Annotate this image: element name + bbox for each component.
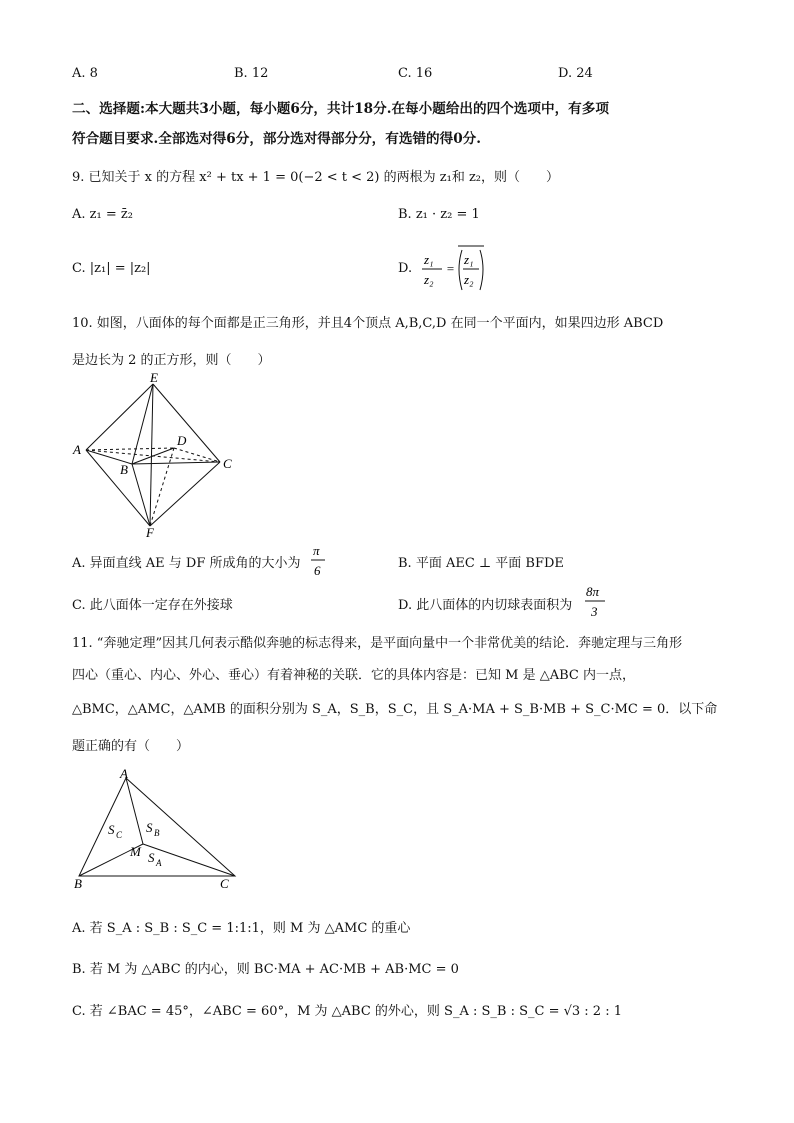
q10-option-b: B. 平面 AEC ⊥ 平面 BFDE xyxy=(398,556,564,571)
q9-stem: 9. 已知关于 x 的方程 x² + tx + 1 = 0(−2 < t < 2) 的两根为 z₁和 z₂，则（ ） xyxy=(72,170,560,185)
q8-option-b: B. 12 xyxy=(234,66,269,81)
benz-triangle-figure xyxy=(70,766,250,892)
label-e: E xyxy=(150,372,158,385)
q11-option-c: C. 若 ∠BAC = 45°，∠ABC = 60°，M 为 △ABC 的外心，则 S_A : S_B : S_C = √3 : 2 : 1 xyxy=(72,1004,622,1019)
q9-option-c: C. |z₁| = |z₂| xyxy=(72,261,151,276)
d-eq: = xyxy=(446,261,455,276)
svg-text:B: B xyxy=(154,828,160,838)
svg-text:8π: 8π xyxy=(586,584,600,599)
q9-option-d-formula xyxy=(416,242,488,296)
q8-option-c: C. 16 xyxy=(398,66,433,81)
q8-option-d: D. 24 xyxy=(558,66,593,81)
q11-stem-line4: 题正确的有（ ） xyxy=(72,739,190,754)
q11-option-a: A. 若 S_A : S_B : S_C = 1:1:1，则 M 为 △AMC 的重心 xyxy=(72,921,411,936)
label-b: B xyxy=(120,462,128,477)
q11-option-b: B. 若 M 为 △ABC 的内心，则 BC·MA + AC·MB + AB·MC = 0 xyxy=(72,962,459,977)
q11-stem-line2: 四心（重心、内心、外心、垂心）有着神秘的关联．它的具体内容是：已知 M 是 △ABC 内一点， xyxy=(72,668,635,683)
q11-stem-line3: △BMC，△AMC，△AMB 的面积分别为 S_A，S_B，S_C，且 S_A·MA + S_B·MB + S_C·MC = 0．以下命 xyxy=(72,702,718,717)
q10-option-d-fraction xyxy=(583,581,609,621)
q10-option-d: D. 此八面体的内切球表面积为 xyxy=(398,598,573,613)
q9-option-d-label: D. xyxy=(398,261,413,276)
d-rnum: z₁ xyxy=(464,252,474,267)
label-a: A xyxy=(120,766,128,781)
label-c: C xyxy=(220,876,229,891)
q10-option-a-fraction xyxy=(309,540,329,580)
q11-stem-line1: 11. “奔驰定理”因其几何表示酷似奔驰的标志得来，是平面向量中一个非常优美的结论．奔驰定理与三角形 xyxy=(72,636,683,651)
q10-option-c: C. 此八面体一定存在外接球 xyxy=(72,598,233,613)
octahedron-figure xyxy=(70,372,250,538)
label-sb: S xyxy=(146,820,153,835)
q10-stem-line1: 10. 如图，八面体的每个面都是正三角形，并且4个顶点 A,B,C,D 在同一个平面内，如果四边形 ABCD xyxy=(72,316,664,331)
d-den: z₂ xyxy=(424,272,434,287)
label-c: C xyxy=(223,456,232,471)
label-d: D xyxy=(177,433,187,448)
section-heading-line1: 二、选择题:本大题共3小题，每小题6分，共计18分.在每小题给出的四个选项中，有多项 xyxy=(72,101,609,117)
svg-text:A: A xyxy=(156,858,162,868)
label-sa: S xyxy=(148,850,155,865)
label-m: M xyxy=(130,844,141,859)
svg-text:6: 6 xyxy=(314,563,321,578)
d-rden: z₂ xyxy=(464,272,474,287)
q9-option-a: A. z₁ = z̄₂ xyxy=(72,207,133,222)
q10-stem-line2: 是边长为 2 的正方形，则（ ） xyxy=(72,353,271,368)
svg-text:C: C xyxy=(116,830,123,840)
label-sc: S xyxy=(108,822,115,837)
label-b: B xyxy=(74,876,82,891)
d-num: z₁ xyxy=(424,252,434,267)
q9-option-b: B. z₁ · z₂ = 1 xyxy=(398,207,480,222)
q8-option-a: A. 8 xyxy=(72,66,98,81)
label-f: F xyxy=(146,525,154,538)
svg-text:π: π xyxy=(313,543,320,558)
section-heading-line2: 符合题目要求.全部选对得6分，部分选对得部分分，有选错的得0分. xyxy=(72,131,482,147)
svg-text:3: 3 xyxy=(591,604,598,619)
q10-option-a: A. 异面直线 AE 与 DF 所成角的大小为 xyxy=(72,556,301,571)
label-a: A xyxy=(73,442,81,457)
